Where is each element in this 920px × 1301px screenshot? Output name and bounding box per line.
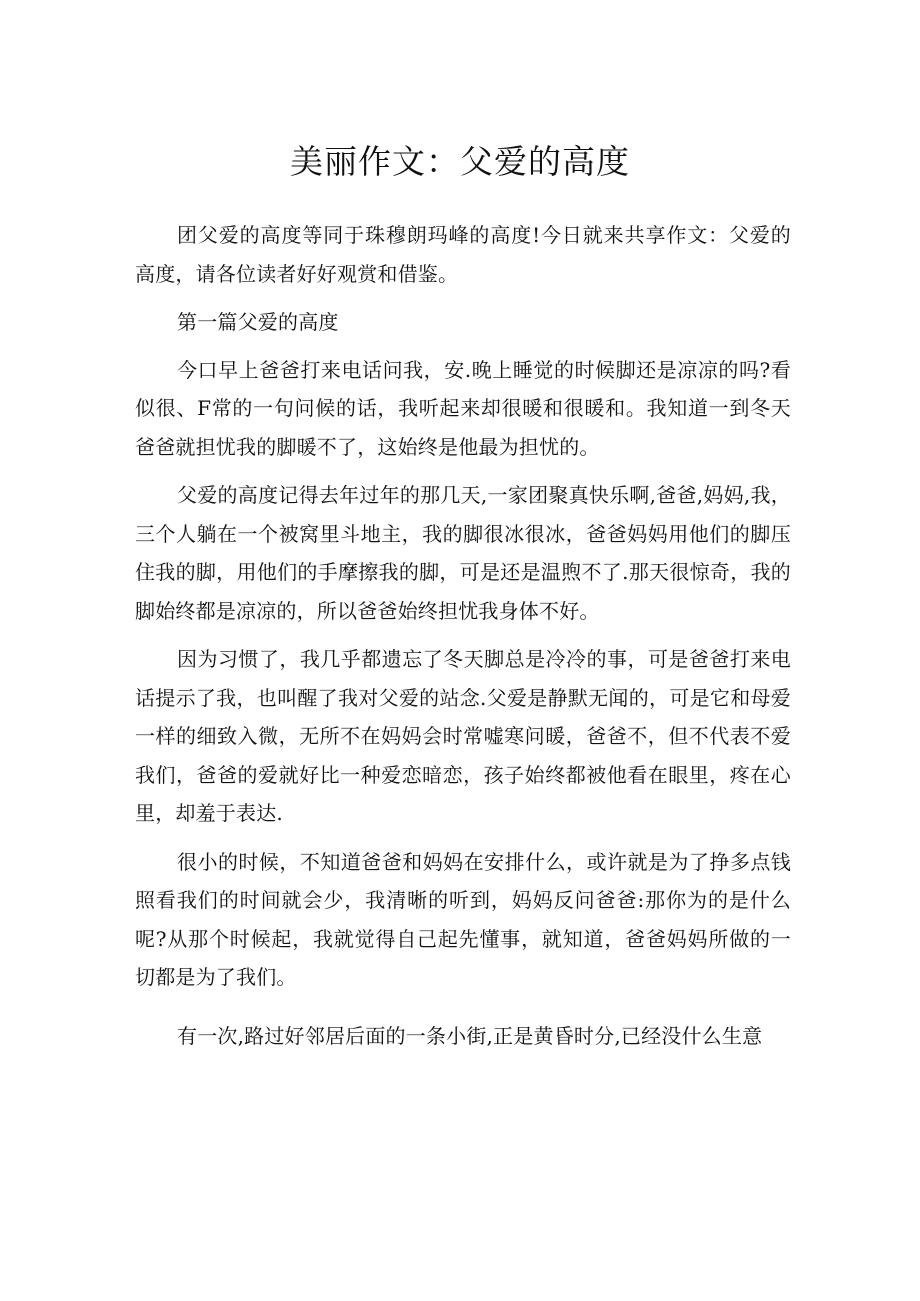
body-paragraph: 很小的时候，不知道爸爸和妈妈在安排什么，或许就是为了挣多点钱照看我们的时间就会少，我清晰的听到，妈妈反问爸爸:那你为的是什么呢?从那个时候起，我就觉得自己起先懂事，就知道，爸爸妈妈所做的一切都是为了我们。 [135, 849, 791, 989]
document-body [135, 216, 791, 1055]
body-paragraph: 父爱的高度记得去年过年的那几天,一家团聚真快乐啊,爸爸,妈妈,我，三个人躺在一个被窝里斗地主，我的脚很冰很冰，爸爸妈妈用他们的脚压住我的脚，用他们的手摩擦我的脚，可是还是温煦不了.那天很惊奇，我的脚始终都是凉凉的，所以爸爸始终担忧我身体不好。 [135, 483, 791, 623]
intro-paragraph: 团父爱的高度等同于珠穆朗玛峰的高度!今日就来共享作文：父爱的高度，请各位读者好好观赏和借鉴。 [135, 223, 791, 286]
section-heading: 第一篇父爱的高度 [177, 310, 339, 334]
body-paragraph: 今口早上爸爸打来电话问我，安.晚上睡觉的时候脚还是凉凉的吗?看似很、F常的一句问候的话，我听起来却很暖和很暖和。我知道一到冬天爸爸就担忧我的脚暖不了，这始终是他最为担忧的。 [135, 357, 791, 459]
document-title: 美丽作文：父爱的高度 [290, 142, 630, 181]
body-paragraph: 有一次,路过好邻居后面的一条小街,正是黄昏时分,已经没什么生意 [177, 1023, 763, 1048]
body-paragraph: 因为习惯了，我几乎都遗忘了冬天脚总是冷冷的事，可是爸爸打来电话提示了我，也叫醒了我对父爱的站念.父爱是静默无闻的，可是它和母爱一样的细致入微，无所不在妈妈会时常嘘寒问暖，爸爸不，但不代表不爱我们，爸爸的爱就好比一种爱恋暗恋，孩子始终都被他看在眼里，疼在心里，却羞于表达. [135, 647, 791, 825]
